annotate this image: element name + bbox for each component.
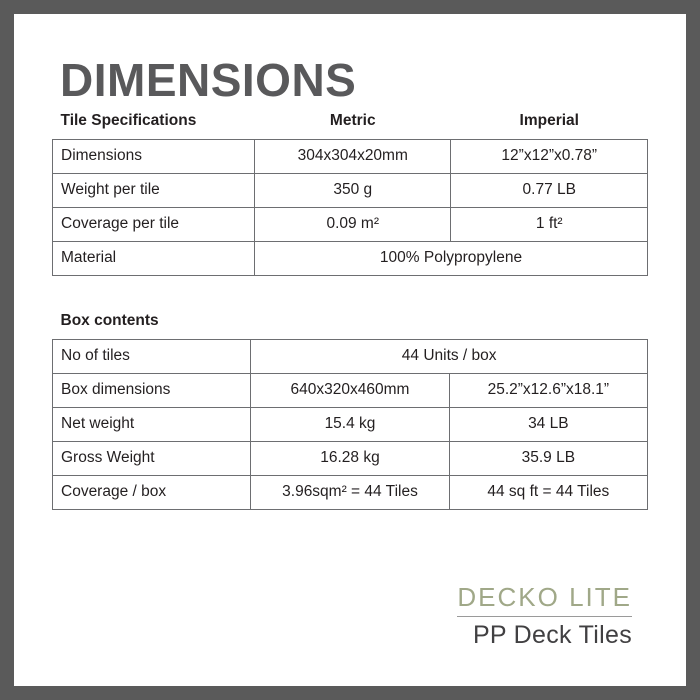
- table-row: [53, 340, 648, 374]
- document-body: [52, 44, 648, 664]
- row-imperial: 12”x12”x0.78”: [451, 140, 648, 174]
- box-section-title-row: [53, 306, 648, 340]
- brand-divider: [457, 616, 632, 617]
- row-imperial: 44 sq ft = 44 Tiles: [449, 476, 647, 510]
- row-metric: 350 g: [255, 174, 451, 208]
- spec-table-header-row: [53, 106, 648, 140]
- row-imperial: 34 LB: [449, 408, 647, 442]
- row-label: Weight per tile: [53, 174, 255, 208]
- spec-table-body: [53, 106, 648, 276]
- table-row: [53, 174, 648, 208]
- row-imperial: 1 ft²: [451, 208, 648, 242]
- spec-header-metric: Metric: [329, 112, 376, 130]
- table-row: [53, 140, 648, 174]
- table-row: [53, 242, 648, 276]
- row-label: No of tiles: [53, 340, 251, 374]
- table-row: [53, 442, 648, 476]
- box-contents-heading: Box contents: [60, 312, 159, 330]
- brand-logo: [457, 583, 632, 650]
- page-title: DIMENSIONS: [60, 54, 357, 106]
- row-imperial: 35.9 LB: [449, 442, 647, 476]
- section-gap: [52, 276, 648, 306]
- brand-name-primary: DECKO: [457, 582, 560, 613]
- row-metric: 3.96sqm² = 44 Tiles: [251, 476, 449, 510]
- row-label: Net weight: [53, 408, 251, 442]
- row-metric: 0.09 m²: [255, 208, 451, 242]
- row-metric: 16.28 kg: [251, 442, 449, 476]
- table-row: [53, 208, 648, 242]
- spec-header-imperial: Imperial: [519, 112, 579, 130]
- brand-name: [457, 583, 632, 613]
- row-metric: 640x320x460mm: [251, 374, 449, 408]
- row-metric: 15.4 kg: [251, 408, 449, 442]
- document-card: [14, 14, 686, 686]
- table-row: [53, 476, 648, 510]
- brand-tagline: PP Deck Tiles: [472, 621, 632, 649]
- spec-header-label: Tile Specifications: [60, 112, 197, 130]
- row-imperial: 0.77 LB: [451, 174, 648, 208]
- box-table-body: [53, 306, 648, 510]
- table-row: [53, 408, 648, 442]
- row-label: Coverage per tile: [53, 208, 255, 242]
- row-metric-span: 44 Units / box: [251, 340, 648, 374]
- table-row: [53, 374, 648, 408]
- row-label: Material: [53, 242, 255, 276]
- row-label: Dimensions: [53, 140, 255, 174]
- row-metric: 304x304x20mm: [255, 140, 451, 174]
- row-label: Gross Weight: [53, 442, 251, 476]
- row-metric-span: 100% Polypropylene: [255, 242, 648, 276]
- row-label: Coverage / box: [53, 476, 251, 510]
- box-contents-table: [52, 306, 648, 510]
- tile-specifications-table: [52, 106, 648, 276]
- row-label: Box dimensions: [53, 374, 251, 408]
- brand-name-secondary: LITE: [569, 582, 632, 613]
- row-imperial: 25.2”x12.6”x18.1”: [449, 374, 647, 408]
